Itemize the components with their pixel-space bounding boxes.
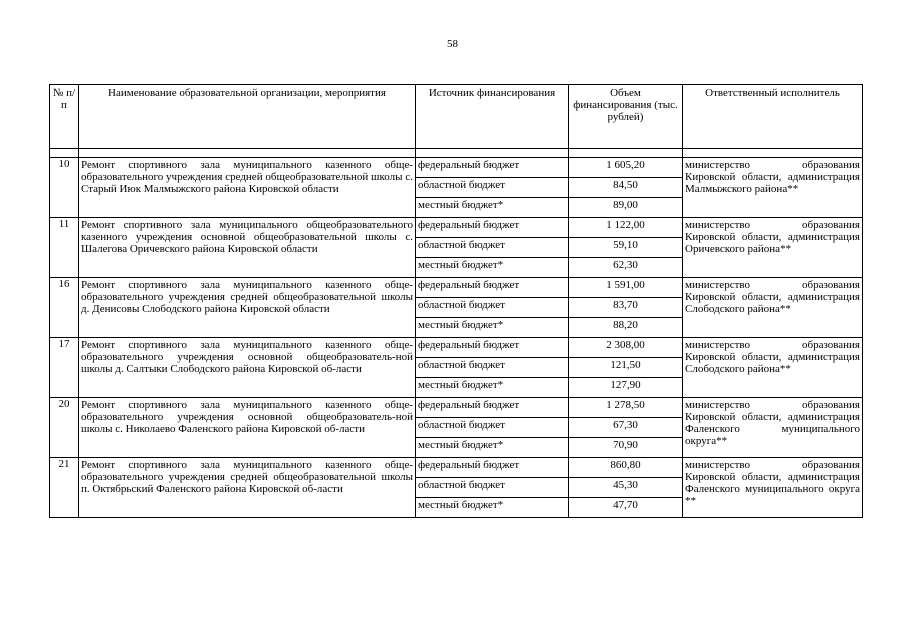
responsible-executor: министерство образования Кировской области, администрация Фаленского муниципального округа **: [683, 458, 863, 518]
responsible-executor: министерство образования Кировской области, администрация Фаленского муниципального округа**: [683, 398, 863, 458]
page-number: 58: [447, 38, 458, 50]
responsible-executor: министерство образования Кировской области, администрация Слободского района**: [683, 338, 863, 398]
header-gap-row: [50, 149, 863, 158]
header-name: Наименование образовательной организации, мероприятия: [79, 85, 416, 149]
funding-volume: 83,70: [569, 298, 683, 318]
funding-source: федеральный бюджет: [416, 278, 569, 298]
funding-volume: 67,30: [569, 418, 683, 438]
table-row: [50, 218, 863, 238]
organization-name: Ремонт спортивного зала муниципального казенного обще-образовательного учреждения средней общеобразовательной школы д. Денисовы Слободского района Кировской области: [79, 278, 416, 338]
funding-volume: 45,30: [569, 478, 683, 498]
row-number: 20: [50, 398, 79, 458]
funding-volume: 121,50: [569, 358, 683, 378]
responsible-executor: министерство образования Кировской области, администрация Малмыжского района**: [683, 158, 863, 218]
funding-volume: 127,90: [569, 378, 683, 398]
funding-volume: 1 122,00: [569, 218, 683, 238]
funding-source: областной бюджет: [416, 358, 569, 378]
responsible-executor: министерство образования Кировской области, администрация Слободского района**: [683, 278, 863, 338]
table-row: [50, 158, 863, 178]
funding-source: местный бюджет*: [416, 378, 569, 398]
funding-source: федеральный бюджет: [416, 338, 569, 358]
organization-name: Ремонт спортивного зала муниципального общеобразовательного казенного учреждения основной общеобразовательной школы с. Шалегова Оричевского района Кировской области: [79, 218, 416, 278]
organization-name: Ремонт спортивного зала муниципального казенного обще-образовательного учреждения средней общеобразовательной школы с. Старый Июк Малмыжского района Кировской области: [79, 158, 416, 218]
funding-volume: 1 278,50: [569, 398, 683, 418]
table-row: [50, 458, 863, 478]
funding-volume: 2 308,00: [569, 338, 683, 358]
funding-source: местный бюджет*: [416, 438, 569, 458]
table-body: [50, 158, 863, 518]
funding-source: местный бюджет*: [416, 198, 569, 218]
funding-volume: 88,20: [569, 318, 683, 338]
row-number: 17: [50, 338, 79, 398]
organization-name: Ремонт спортивного зала муниципального казенного обще-образовательного учреждения основной общеобразователь-ной школы с. Николаево Фаленского района Кировской об-ласти: [79, 398, 416, 458]
header-responsible: Ответственный исполнитель: [683, 85, 863, 149]
funding-source: федеральный бюджет: [416, 218, 569, 238]
table-row: [50, 398, 863, 418]
funding-volume: 70,90: [569, 438, 683, 458]
funding-volume: 860,80: [569, 458, 683, 478]
funding-source: местный бюджет*: [416, 258, 569, 278]
funding-source: местный бюджет*: [416, 318, 569, 338]
funding-source: федеральный бюджет: [416, 158, 569, 178]
funding-source: областной бюджет: [416, 298, 569, 318]
funding-table: [49, 84, 863, 518]
funding-volume: 1 605,20: [569, 158, 683, 178]
header-source: Источник финансирования: [416, 85, 569, 149]
organization-name: Ремонт спортивного зала муниципального казенного обще-образовательного учреждения основной общеобразователь-ной школы д. Салтыки Слободского района Кировской об-ласти: [79, 338, 416, 398]
table-row: [50, 338, 863, 358]
table-row: [50, 278, 863, 298]
row-number: 16: [50, 278, 79, 338]
funding-volume: 1 591,00: [569, 278, 683, 298]
funding-volume: 47,70: [569, 498, 683, 518]
funding-source: федеральный бюджет: [416, 458, 569, 478]
header-num: № п/п: [50, 85, 79, 149]
funding-source: областной бюджет: [416, 178, 569, 198]
table-header-row: [50, 85, 863, 149]
responsible-executor: министерство образования Кировской области, администрация Оричевского района**: [683, 218, 863, 278]
funding-volume: 62,30: [569, 258, 683, 278]
funding-volume: 84,50: [569, 178, 683, 198]
funding-volume: 59,10: [569, 238, 683, 258]
row-number: 11: [50, 218, 79, 278]
funding-volume: 89,00: [569, 198, 683, 218]
funding-source: областной бюджет: [416, 478, 569, 498]
row-number: 21: [50, 458, 79, 518]
funding-source: областной бюджет: [416, 238, 569, 258]
funding-source: федеральный бюджет: [416, 398, 569, 418]
funding-source: областной бюджет: [416, 418, 569, 438]
header-volume: Объем финансирования (тыс. рублей): [569, 85, 683, 149]
row-number: 10: [50, 158, 79, 218]
funding-source: местный бюджет*: [416, 498, 569, 518]
organization-name: Ремонт спортивного зала муниципального казенного обще-образовательного учреждения средней общеобразовательной школы п. Октябрьский Фаленского района Кировской об-ласти: [79, 458, 416, 518]
